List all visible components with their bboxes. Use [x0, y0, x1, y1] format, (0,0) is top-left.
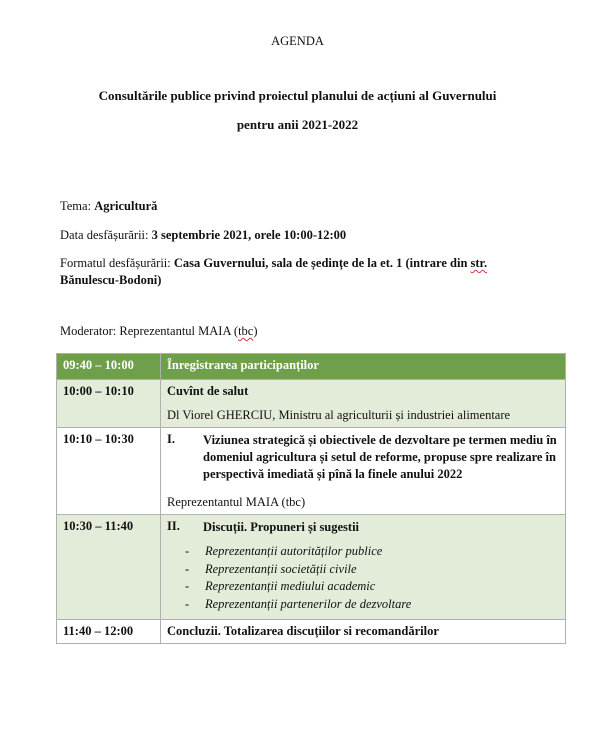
session-title: Înregistrarea participanților	[161, 354, 566, 380]
session-speaker: Dl Viorel GHERCIU, Ministru al agriculturii și industriei alimentare	[167, 408, 511, 422]
time-cell: 10:10 – 10:30	[57, 428, 161, 515]
time-cell: 10:00 – 10:10	[57, 380, 161, 428]
table-row	[57, 354, 566, 380]
moderator-text: Moderator: Reprezentantul MAIA (	[60, 324, 239, 338]
section-number: II.	[167, 519, 180, 533]
time-cell: 11:40 – 12:00	[57, 620, 161, 644]
table-row	[57, 380, 566, 428]
format-label: Formatul desfășurării:	[60, 256, 174, 270]
format-line	[60, 255, 560, 289]
session-title: Discuții. Propuneri și sugestii	[203, 520, 360, 534]
list-item: - Reprezentanții partenerilor de dezvoltare	[185, 596, 412, 611]
moderator-line	[60, 324, 258, 339]
title-line-1: Consultările publice privind proiectul planului de acțiuni al Guvernului	[98, 88, 497, 103]
format-value-part1: Casa Guvernului, sala de ședințe de la et. 1 (intrare din	[173, 256, 471, 270]
moderator-close: )	[253, 324, 258, 338]
section-number: I.	[167, 432, 175, 446]
theme-value: Agricultură	[94, 199, 158, 213]
table-row	[57, 620, 566, 644]
format-value-str: str.	[470, 256, 488, 270]
format-value-part2: Bănulescu-Bodoni)	[60, 273, 162, 287]
list-item: - Reprezentanții autorităților publice	[185, 544, 383, 558]
date-value: 3 septembrie 2021, orele 10:00-12:00	[151, 228, 347, 242]
date-label: Data desfășurării:	[60, 228, 152, 242]
agenda-heading: AGENDA	[271, 34, 324, 48]
session-title: Concluzii. Totalizarea discuțiilor si recomandărilor	[161, 620, 566, 644]
theme-line	[60, 198, 560, 215]
time-cell: 09:40 – 10:00	[57, 354, 161, 380]
participant-list	[167, 543, 559, 613]
moderator-tbc: tbc	[238, 324, 254, 338]
session-title: Viziunea strategică și obiectivele de dezvoltare pe termen mediu în domeniul agricultura și setul de reforme, propuse spre realizare în perspectivă imediată și pînă la finele anului 2022	[203, 433, 557, 481]
session-cell	[161, 428, 566, 515]
session-title: Cuvînt de salut	[167, 384, 249, 398]
date-line	[60, 227, 560, 244]
title-line-2: pentru anii 2021-2022	[236, 117, 359, 132]
table-row	[57, 515, 566, 620]
agenda-table	[56, 353, 566, 644]
table-row	[57, 428, 566, 515]
session-cell	[161, 380, 566, 428]
theme-label: Tema:	[60, 199, 95, 213]
time-cell: 10:30 – 11:40	[57, 515, 161, 620]
session-speaker: Reprezentantul MAIA (tbc)	[167, 495, 306, 509]
list-item: - Reprezentanții mediului academic	[185, 579, 376, 593]
list-item: - Reprezentanții societății civile	[185, 561, 357, 576]
session-cell	[161, 515, 566, 620]
